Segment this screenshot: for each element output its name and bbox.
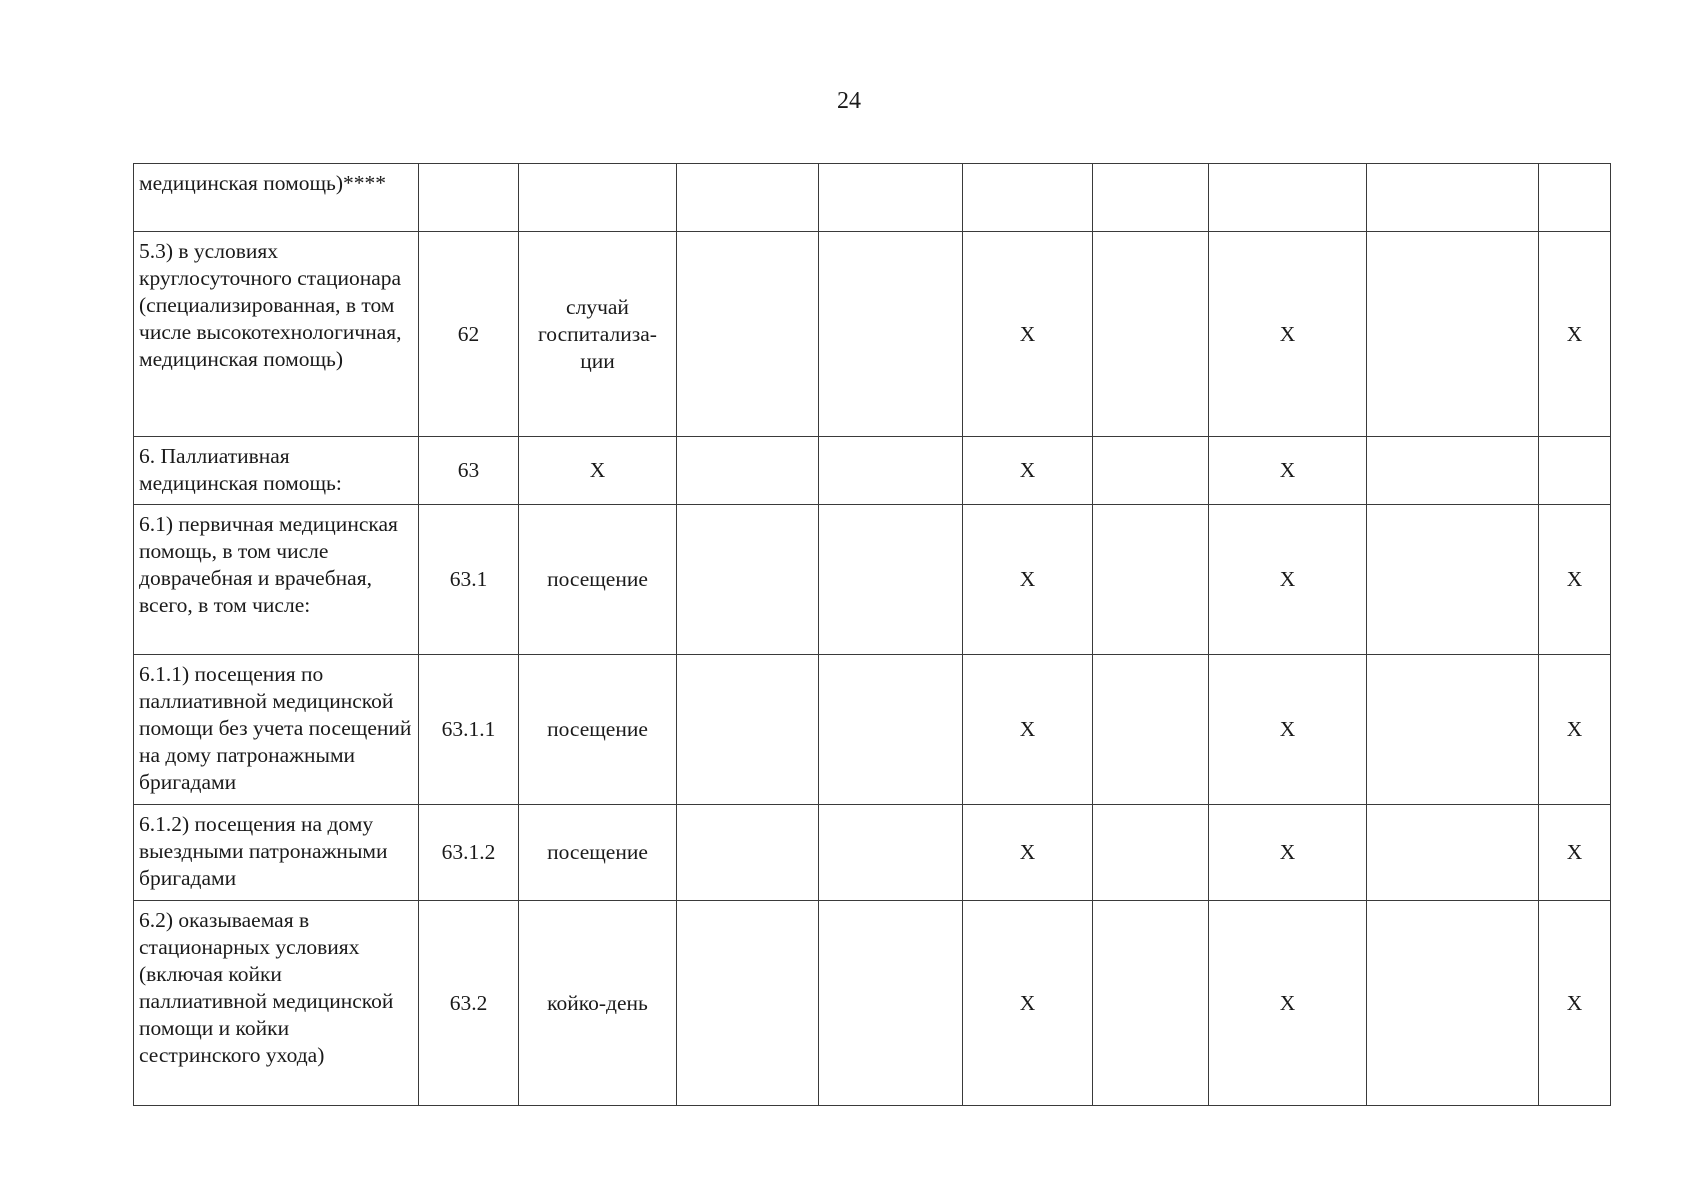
row-name: медицинская помощь)**** (134, 164, 419, 232)
value-cell: X (1209, 655, 1367, 805)
row-unit: случай госпитализа-ции (519, 232, 677, 437)
value-cell: X (1209, 505, 1367, 655)
value-cell (1209, 164, 1367, 232)
value-cell (1093, 655, 1209, 805)
value-cell (1539, 437, 1611, 505)
value-cell: X (963, 655, 1093, 805)
row-unit: посещение (519, 505, 677, 655)
row-code: 63.2 (419, 901, 519, 1106)
value-cell (1093, 901, 1209, 1106)
value-cell (677, 437, 819, 505)
value-cell (1093, 232, 1209, 437)
value-cell: X (1209, 901, 1367, 1106)
value-cell (819, 232, 963, 437)
report-table (133, 163, 1611, 1106)
row-name: 6.1) первичная медицинская помощь, в том числе доврачебная и врачебная, всего, в том числе: (134, 505, 419, 655)
value-cell: X (963, 437, 1093, 505)
value-cell (677, 655, 819, 805)
value-cell (677, 505, 819, 655)
row-name: 5.3) в условиях круглосуточного стационара (специализированная, в том числе высокотехнологичная, медицинская помощь) (134, 232, 419, 437)
value-cell (819, 505, 963, 655)
row-unit: посещение (519, 805, 677, 901)
row-name: 6.1.2) посещения на дому выездными патронажными бригадами (134, 805, 419, 901)
value-cell: X (1209, 437, 1367, 505)
value-cell: X (963, 901, 1093, 1106)
value-cell (1093, 164, 1209, 232)
value-cell (1539, 164, 1611, 232)
value-cell (819, 655, 963, 805)
table-row (134, 232, 1611, 437)
row-unit: посещение (519, 655, 677, 805)
table-row (134, 901, 1611, 1106)
row-code: 62 (419, 232, 519, 437)
value-cell (963, 164, 1093, 232)
value-cell (1093, 505, 1209, 655)
value-cell: X (1209, 232, 1367, 437)
row-name: 6.1.1) посещения по паллиативной медицинской помощи без учета посещений на дому патронажными бригадами (134, 655, 419, 805)
value-cell (819, 805, 963, 901)
row-code: 63.1.2 (419, 805, 519, 901)
value-cell (1093, 437, 1209, 505)
value-cell: X (1209, 805, 1367, 901)
value-cell (677, 232, 819, 437)
page-number: 24 (837, 88, 861, 114)
value-cell (1367, 437, 1539, 505)
value-cell: X (963, 805, 1093, 901)
value-cell (819, 164, 963, 232)
row-code (419, 164, 519, 232)
row-code: 63.1 (419, 505, 519, 655)
value-cell: X (1539, 655, 1611, 805)
row-code: 63 (419, 437, 519, 505)
value-cell (677, 805, 819, 901)
value-cell: X (1539, 232, 1611, 437)
value-cell (819, 437, 963, 505)
value-cell: X (963, 505, 1093, 655)
row-name: 6.2) оказываемая в стационарных условиях (включая койки паллиативной медицинской помощи и койки сестринского ухода) (134, 901, 419, 1106)
value-cell: X (1539, 805, 1611, 901)
value-cell (819, 901, 963, 1106)
row-unit: X (519, 437, 677, 505)
table-row (134, 505, 1611, 655)
value-cell (1093, 805, 1209, 901)
value-cell (1367, 901, 1539, 1106)
value-cell: X (1539, 505, 1611, 655)
value-cell (1367, 655, 1539, 805)
table-row (134, 437, 1611, 505)
table-row (134, 164, 1611, 232)
row-unit (519, 164, 677, 232)
value-cell (677, 901, 819, 1106)
value-cell (677, 164, 819, 232)
row-code: 63.1.1 (419, 655, 519, 805)
table-row (134, 805, 1611, 901)
row-unit: койко-день (519, 901, 677, 1106)
value-cell: X (963, 232, 1093, 437)
value-cell: X (1539, 901, 1611, 1106)
value-cell (1367, 232, 1539, 437)
row-name: 6. Паллиативная медицинская помощь: (134, 437, 419, 505)
value-cell (1367, 164, 1539, 232)
table-row (134, 655, 1611, 805)
value-cell (1367, 805, 1539, 901)
value-cell (1367, 505, 1539, 655)
